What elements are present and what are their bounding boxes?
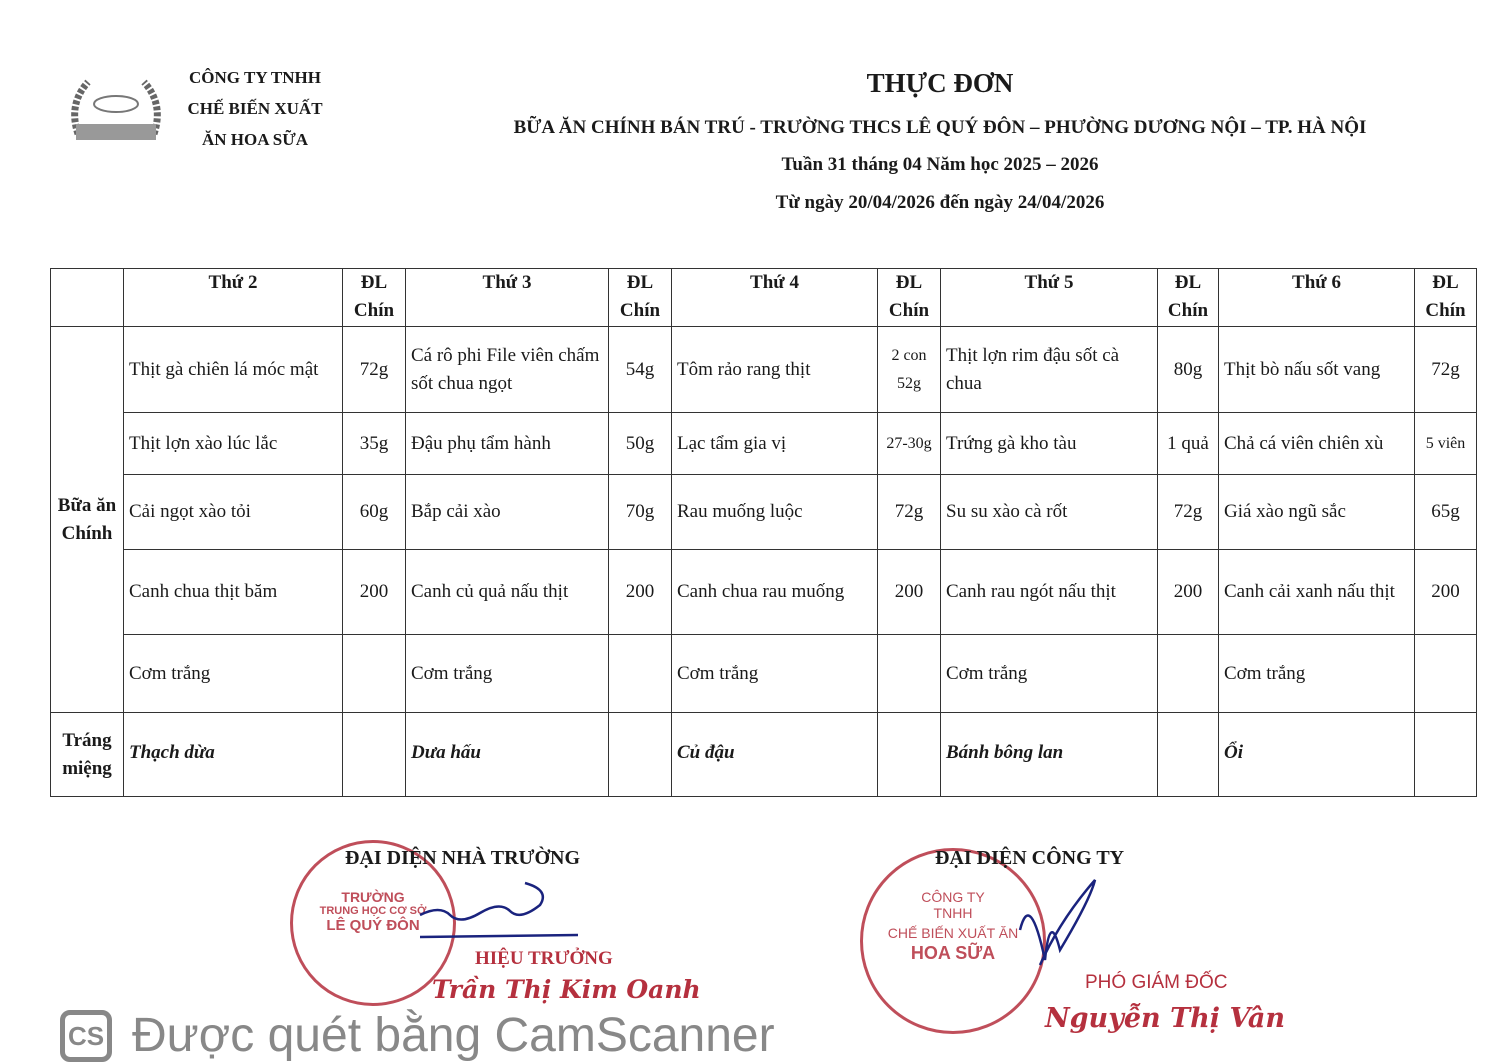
quantity-cell: 72g (343, 327, 406, 413)
quantity-cell (343, 635, 406, 713)
header-row (51, 269, 1477, 327)
dish-cell: Cá rô phi File viên chấm sốt chua ngọt (406, 327, 609, 413)
quantity-cell (1415, 635, 1477, 713)
dish-cell: Canh củ quả nấu thịt (406, 550, 609, 635)
dish-cell: Lạc tẩm gia vị (672, 413, 878, 475)
dish-cell: Thịt gà chiên lá móc mật (124, 327, 343, 413)
quantity-cell: 65g (1415, 475, 1477, 550)
quantity-cell: 1 quả (1158, 413, 1219, 475)
dessert-cell: Bánh bông lan (941, 713, 1158, 797)
school-signature (400, 875, 580, 945)
dish-row (51, 413, 1477, 475)
dish-cell: Canh chua thịt băm (124, 550, 343, 635)
quantity-cell: 5 viên (1415, 413, 1477, 475)
quantity-cell: 35g (343, 413, 406, 475)
watermark-text: Được quét bằng CamScanner (132, 1009, 775, 1062)
quantity-cell: 80g (1158, 327, 1219, 413)
quantity-cell: 72g (1415, 327, 1477, 413)
camscanner-watermark (60, 1010, 775, 1062)
dessert-cell: Thạch dừa (124, 713, 343, 797)
dish-cell: Canh rau ngót nấu thịt (941, 550, 1158, 635)
dish-cell: Bắp cải xào (406, 475, 609, 550)
quantity-cell: 72g (1158, 475, 1219, 550)
school-stamp: TRƯỜNG TRUNG HỌC CƠ SỞ LÊ QUÝ ĐÔN (290, 840, 456, 1006)
dessert-cell: Ổi (1219, 713, 1415, 797)
day-header: Thứ 5 (941, 269, 1158, 327)
dish-cell: Cơm trắng (1219, 635, 1415, 713)
dish-cell: Cơm trắng (124, 635, 343, 713)
quantity-cell (878, 713, 941, 797)
quantity-cell: 70g (609, 475, 672, 550)
dish-cell: Rau muống luộc (672, 475, 878, 550)
page-title: THỰC ĐƠN (866, 68, 1014, 98)
dish-cell: Trứng gà kho tàu (941, 413, 1158, 475)
dish-cell: Canh chua rau muống (672, 550, 878, 635)
day-header: Thứ 4 (672, 269, 878, 327)
quantity-cell: 200 (1415, 550, 1477, 635)
quantity-cell (343, 713, 406, 797)
dish-cell: Su su xào cà rốt (941, 475, 1158, 550)
qty-header: ĐL Chín (343, 269, 406, 327)
dessert-cell: Củ đậu (672, 713, 878, 797)
quantity-cell (1158, 635, 1219, 713)
week-label: Tuần 31 tháng 04 Năm học 2025 – 2026 (781, 154, 1099, 175)
day-header: Thứ 3 (406, 269, 609, 327)
company-line: CÔNG TY TNHH (189, 68, 321, 87)
dish-cell: Thịt lợn rim đậu sốt cà chua (941, 327, 1158, 413)
qty-header: ĐL Chín (878, 269, 941, 327)
quantity-cell: 50g (609, 413, 672, 475)
qty-header: ĐL Chín (1158, 269, 1219, 327)
school-signer-name: Trần Thị Kim Oanh (432, 975, 701, 1004)
dish-cell: Cải ngọt xào tỏi (124, 475, 343, 550)
quantity-cell: 200 (878, 550, 941, 635)
day-header: Thứ 2 (124, 269, 343, 327)
dish-cell: Thịt lợn xào lúc lắc (124, 413, 343, 475)
quantity-cell (609, 713, 672, 797)
quantity-cell (1158, 713, 1219, 797)
dish-cell: Cơm trắng (406, 635, 609, 713)
dish-cell: Cơm trắng (672, 635, 878, 713)
camscanner-logo-icon: CS (60, 1010, 112, 1062)
dish-row (51, 327, 1477, 413)
qty-header: ĐL Chín (1415, 269, 1477, 327)
dish-cell: Chả cá viên chiên xù (1219, 413, 1415, 475)
quantity-cell (1415, 713, 1477, 797)
company-stamp: CÔNG TY TNHH CHẾ BIẾN XUẤT ĂN HOA SỮA (860, 848, 1046, 1034)
company-signature (1000, 870, 1110, 980)
dish-row (51, 550, 1477, 635)
school-role: HIỆU TRƯỞNG (475, 948, 613, 969)
company-logo (68, 74, 164, 148)
dessert-row (51, 713, 1477, 797)
dessert-label: Tráng miệng (51, 713, 124, 797)
company-signer-name: Nguyễn Thị Vân (1045, 1003, 1286, 1034)
quantity-cell: 54g (609, 327, 672, 413)
quantity-cell: 60g (343, 475, 406, 550)
quantity-cell: 200 (343, 550, 406, 635)
company-line: ĂN HOA SỮA (201, 130, 309, 149)
quantity-cell: 27-30g (878, 413, 941, 475)
company-role: PHÓ GIÁM ĐỐC (1085, 972, 1228, 993)
dish-row (51, 475, 1477, 550)
dish-cell: Đậu phụ tẩm hành (406, 413, 609, 475)
quantity-cell: 2 con 52g (878, 327, 941, 413)
company-name (170, 62, 340, 155)
dish-row (51, 635, 1477, 713)
company-rep-heading: ĐẠI DIỆN CÔNG TY (935, 847, 1125, 869)
menu-table (50, 268, 1477, 797)
quantity-cell: 200 (1158, 550, 1219, 635)
quantity-cell: 200 (609, 550, 672, 635)
dish-cell: Giá xào ngũ sắc (1219, 475, 1415, 550)
dish-cell: Cơm trắng (941, 635, 1158, 713)
date-range: Từ ngày 20/04/2026 đến ngày 24/04/2026 (775, 192, 1105, 213)
company-line: CHẾ BIẾN XUẤT (187, 99, 323, 118)
main-meal-label: Bữa ăn Chính (51, 327, 124, 713)
quantity-cell (878, 635, 941, 713)
quantity-cell (609, 635, 672, 713)
dessert-cell: Dưa hấu (406, 713, 609, 797)
quantity-cell: 72g (878, 475, 941, 550)
dish-cell: Tôm rảo rang thịt (672, 327, 878, 413)
school-rep-heading: ĐẠI DIỆN NHÀ TRƯỜNG (345, 847, 581, 869)
subtitle: BỮA ĂN CHÍNH BÁN TRÚ - TRƯỜNG THCS LÊ QUÝ ĐÔN – PHƯỜNG DƯƠNG NỘI – TP. HÀ NỘI (513, 117, 1367, 138)
day-header: Thứ 6 (1219, 269, 1415, 327)
dish-cell: Canh cải xanh nấu thịt (1219, 550, 1415, 635)
dish-cell: Thịt bò nấu sốt vang (1219, 327, 1415, 413)
qty-header: ĐL Chín (609, 269, 672, 327)
